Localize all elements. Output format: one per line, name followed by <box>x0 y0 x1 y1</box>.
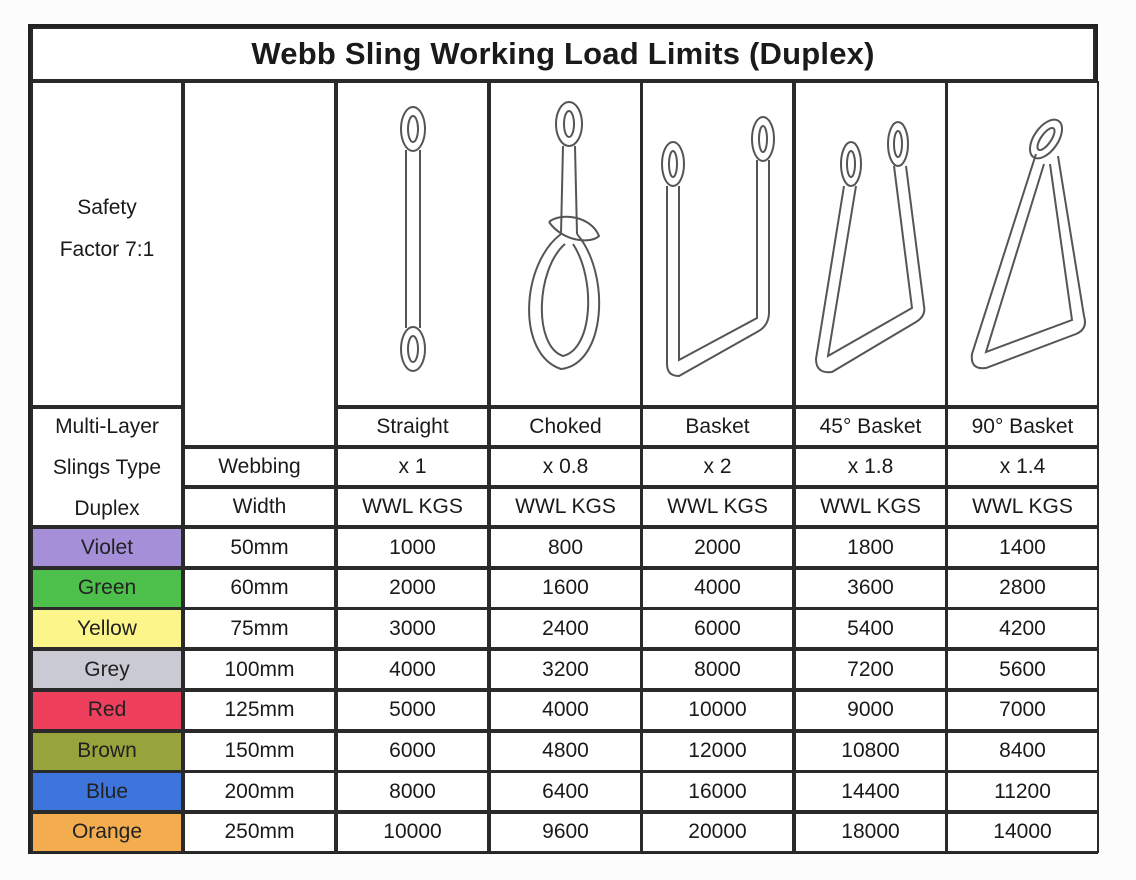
safety-factor-line1: Safety <box>77 196 137 219</box>
color-swatch: Yellow <box>31 608 183 649</box>
load-value: 11200 <box>946 771 1099 812</box>
load-value: 6000 <box>641 608 794 649</box>
webbing-width: 200mm <box>183 771 336 812</box>
webbing-width: 60mm <box>183 568 336 609</box>
hitch-name: Straight <box>336 407 489 447</box>
safety-factor-line2: Factor 7:1 <box>59 238 155 261</box>
load-value: 2400 <box>489 608 642 649</box>
webbing-width: 250mm <box>183 812 336 853</box>
load-value: 800 <box>489 527 642 568</box>
hitch-unit: WWL KGS <box>489 487 642 527</box>
load-value: 18000 <box>794 812 947 853</box>
webbing-width: 150mm <box>183 731 336 772</box>
color-swatch: Green <box>31 568 183 609</box>
load-value: 4800 <box>489 731 642 772</box>
hitch-factor: x 0.8 <box>489 447 642 487</box>
load-value: 1600 <box>489 568 642 609</box>
load-value: 2000 <box>641 527 794 568</box>
load-value: 9000 <box>794 690 947 731</box>
load-value: 8000 <box>641 649 794 690</box>
load-value: 9600 <box>489 812 642 853</box>
basket-hitch-icon <box>653 94 783 394</box>
load-value: 3000 <box>336 608 489 649</box>
load-value: 2800 <box>946 568 1099 609</box>
load-value: 1800 <box>794 527 947 568</box>
hitch-name: 90° Basket <box>946 407 1099 447</box>
load-value: 3200 <box>489 649 642 690</box>
hitch-factor: x 1.8 <box>794 447 947 487</box>
load-value: 5400 <box>794 608 947 649</box>
choked-hitch-icon <box>501 94 631 394</box>
load-value: 4000 <box>336 649 489 690</box>
load-value: 4000 <box>641 568 794 609</box>
blank-header-cell <box>183 81 336 447</box>
load-value: 16000 <box>641 771 794 812</box>
hitch-illustration-cell <box>946 81 1099 407</box>
load-value: 3600 <box>794 568 947 609</box>
table-title: Webb Sling Working Load Limits (Duplex) <box>31 27 1095 81</box>
color-swatch: Orange <box>31 812 183 853</box>
webbing-width: 125mm <box>183 690 336 731</box>
hitch-name: Basket <box>641 407 794 447</box>
load-value: 4200 <box>946 608 1099 649</box>
load-value: 5600 <box>946 649 1099 690</box>
sling-type-header <box>31 407 183 527</box>
sling-type-line1: Multi-Layer <box>55 414 159 438</box>
load-value: 5000 <box>336 690 489 731</box>
load-value: 6400 <box>489 771 642 812</box>
load-limit-table <box>28 24 1098 854</box>
hitch-unit: WWL KGS <box>641 487 794 527</box>
hitch-illustration-cell <box>336 81 489 407</box>
hitch-unit: WWL KGS <box>794 487 947 527</box>
load-value: 20000 <box>641 812 794 853</box>
hitch-name: Choked <box>489 407 642 447</box>
load-value: 7200 <box>794 649 947 690</box>
color-swatch: Violet <box>31 527 183 568</box>
load-value: 7000 <box>946 690 1099 731</box>
sling-type-line2: Slings Type <box>52 455 162 479</box>
hitch-illustration-cell <box>641 81 794 407</box>
load-value: 1400 <box>946 527 1099 568</box>
color-swatch: Blue <box>31 771 183 812</box>
load-value: 4000 <box>489 690 642 731</box>
load-value: 10800 <box>794 731 947 772</box>
webbing-header: Webbing <box>183 447 336 487</box>
safety-factor-cell <box>31 81 183 407</box>
webbing-width: 100mm <box>183 649 336 690</box>
load-value: 14400 <box>794 771 947 812</box>
webbing-width: 75mm <box>183 608 336 649</box>
hitch-unit: WWL KGS <box>336 487 489 527</box>
hitch-factor: x 2 <box>641 447 794 487</box>
hitch-illustration-cell <box>489 81 642 407</box>
load-value: 10000 <box>336 812 489 853</box>
load-value: 8000 <box>336 771 489 812</box>
load-value: 14000 <box>946 812 1099 853</box>
load-value: 2000 <box>336 568 489 609</box>
color-swatch: Red <box>31 690 183 731</box>
load-value: 6000 <box>336 731 489 772</box>
sling-type-line3: Duplex <box>74 496 140 520</box>
color-swatch: Brown <box>31 731 183 772</box>
load-value: 12000 <box>641 731 794 772</box>
straight-hitch-icon <box>348 94 478 394</box>
hitch-factor: x 1 <box>336 447 489 487</box>
basket-45-hitch-icon <box>806 94 936 394</box>
color-swatch: Grey <box>31 649 183 690</box>
load-value: 10000 <box>641 690 794 731</box>
hitch-illustration-cell <box>794 81 947 407</box>
hitch-name: 45° Basket <box>794 407 947 447</box>
load-value: 8400 <box>946 731 1099 772</box>
hitch-factor: x 1.4 <box>946 447 1099 487</box>
hitch-unit: WWL KGS <box>946 487 1099 527</box>
load-value: 1000 <box>336 527 489 568</box>
width-header: Width <box>183 487 336 527</box>
basket-90-hitch-icon <box>958 94 1088 394</box>
webbing-width: 50mm <box>183 527 336 568</box>
